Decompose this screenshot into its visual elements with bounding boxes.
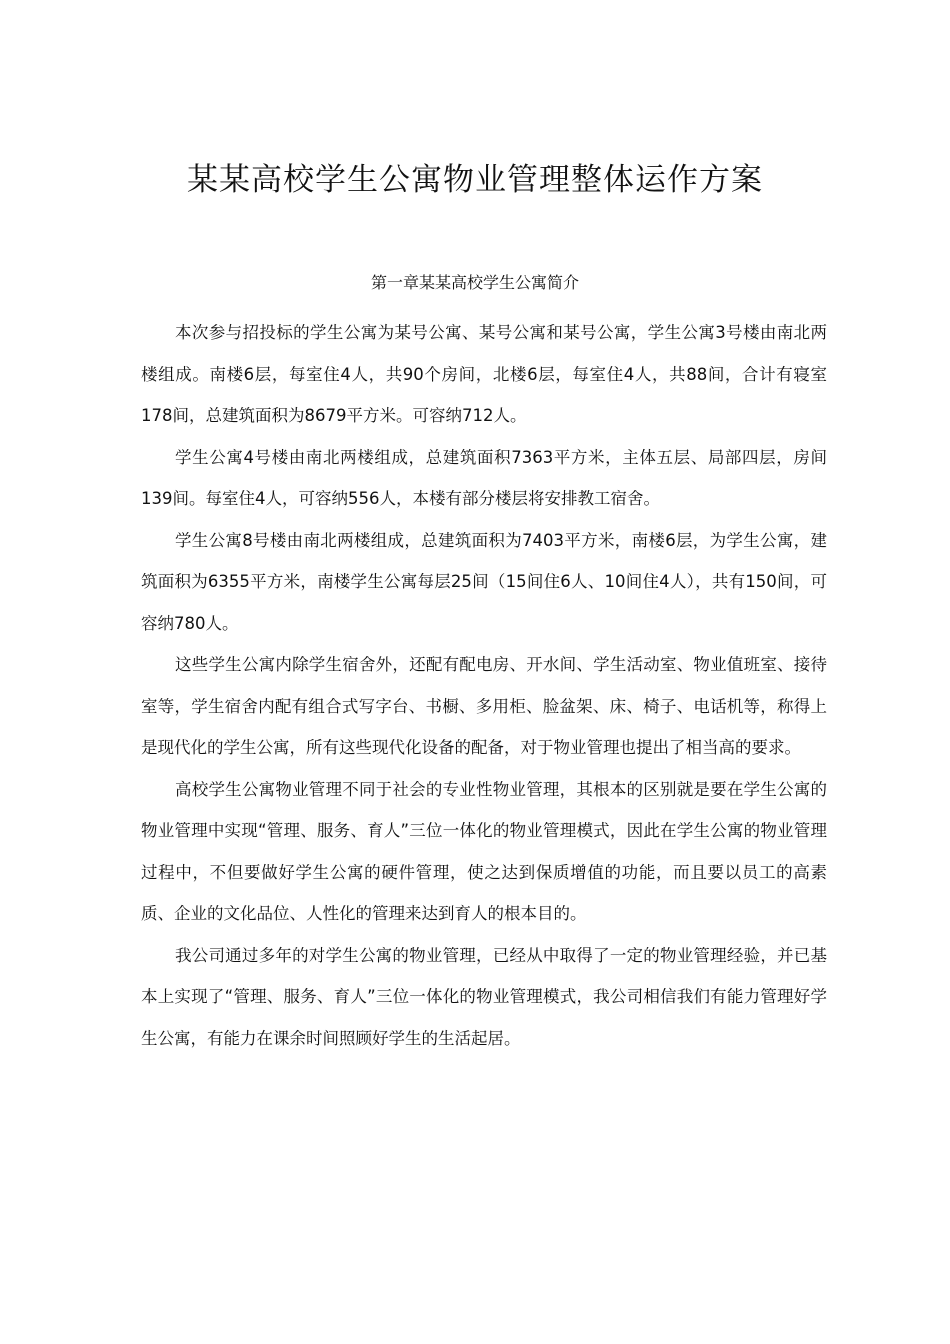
document-title: 某某高校学生公寓物业管理整体运作方案 — [187, 162, 763, 198]
paragraph: 我公司通过多年的对学生公寓的物业管理，已经从中取得了一定的物业管理经验，并已基本上实现了“管理、服务、育人”三位一体化的物业管理模式，我公司相信我们有能力管理好学生公寓，有能力在课余时间照顾好学生的生活起居。 — [141, 945, 827, 1048]
paragraph: 本次参与招投标的学生公寓为某号公寓、某号公寓和某号公寓，学生公寓3号楼由南北两楼组成。南楼6层，每室住4人，共90个房间，北楼6层，每室住4人，共88间，合计有寝室178间，总建筑面积为8679平方米。可容纳712人。 — [141, 323, 827, 425]
body-text — [141, 312, 827, 1059]
paragraph: 学生公寓8号楼由南北两楼组成，总建筑面积为7403平方米，南楼6层，为学生公寓，建筑面积为6355平方米，南楼学生公寓每层25间（15间住6人、10间住4人），共有150间，可容纳780人。 — [141, 530, 827, 633]
paragraph: 学生公寓4号楼由南北两楼组成，总建筑面积7363平方米，主体五层、局部四层，房间139间。每室住4人，可容纳556人，本楼有部分楼层将安排教工宿舍。 — [141, 447, 827, 508]
chapter-title: 第一章某某高校学生公寓简介 — [370, 273, 579, 292]
paragraph: 高校学生公寓物业管理不同于社会的专业性物业管理，其根本的区别就是要在学生公寓的物业管理中实现“管理、服务、育人”三位一体化的物业管理模式，因此在学生公寓的物业管理过程中，不但要做好学生公寓的硬件管理，使之达到保质增值的功能，而且要以员工的高素质、企业的文化品位、人性化的管理来达到育人的根本目的。 — [141, 779, 827, 923]
paragraph: 这些学生公寓内除学生宿舍外，还配有配电房、开水间、学生活动室、物业值班室、接待室等，学生宿舍内配有组合式写字台、书橱、多用柜、脸盆架、床、椅子、电话机等，称得上是现代化的学生公寓，所有这些现代化设备的配备，对于物业管理也提出了相当高的要求。 — [141, 655, 827, 757]
